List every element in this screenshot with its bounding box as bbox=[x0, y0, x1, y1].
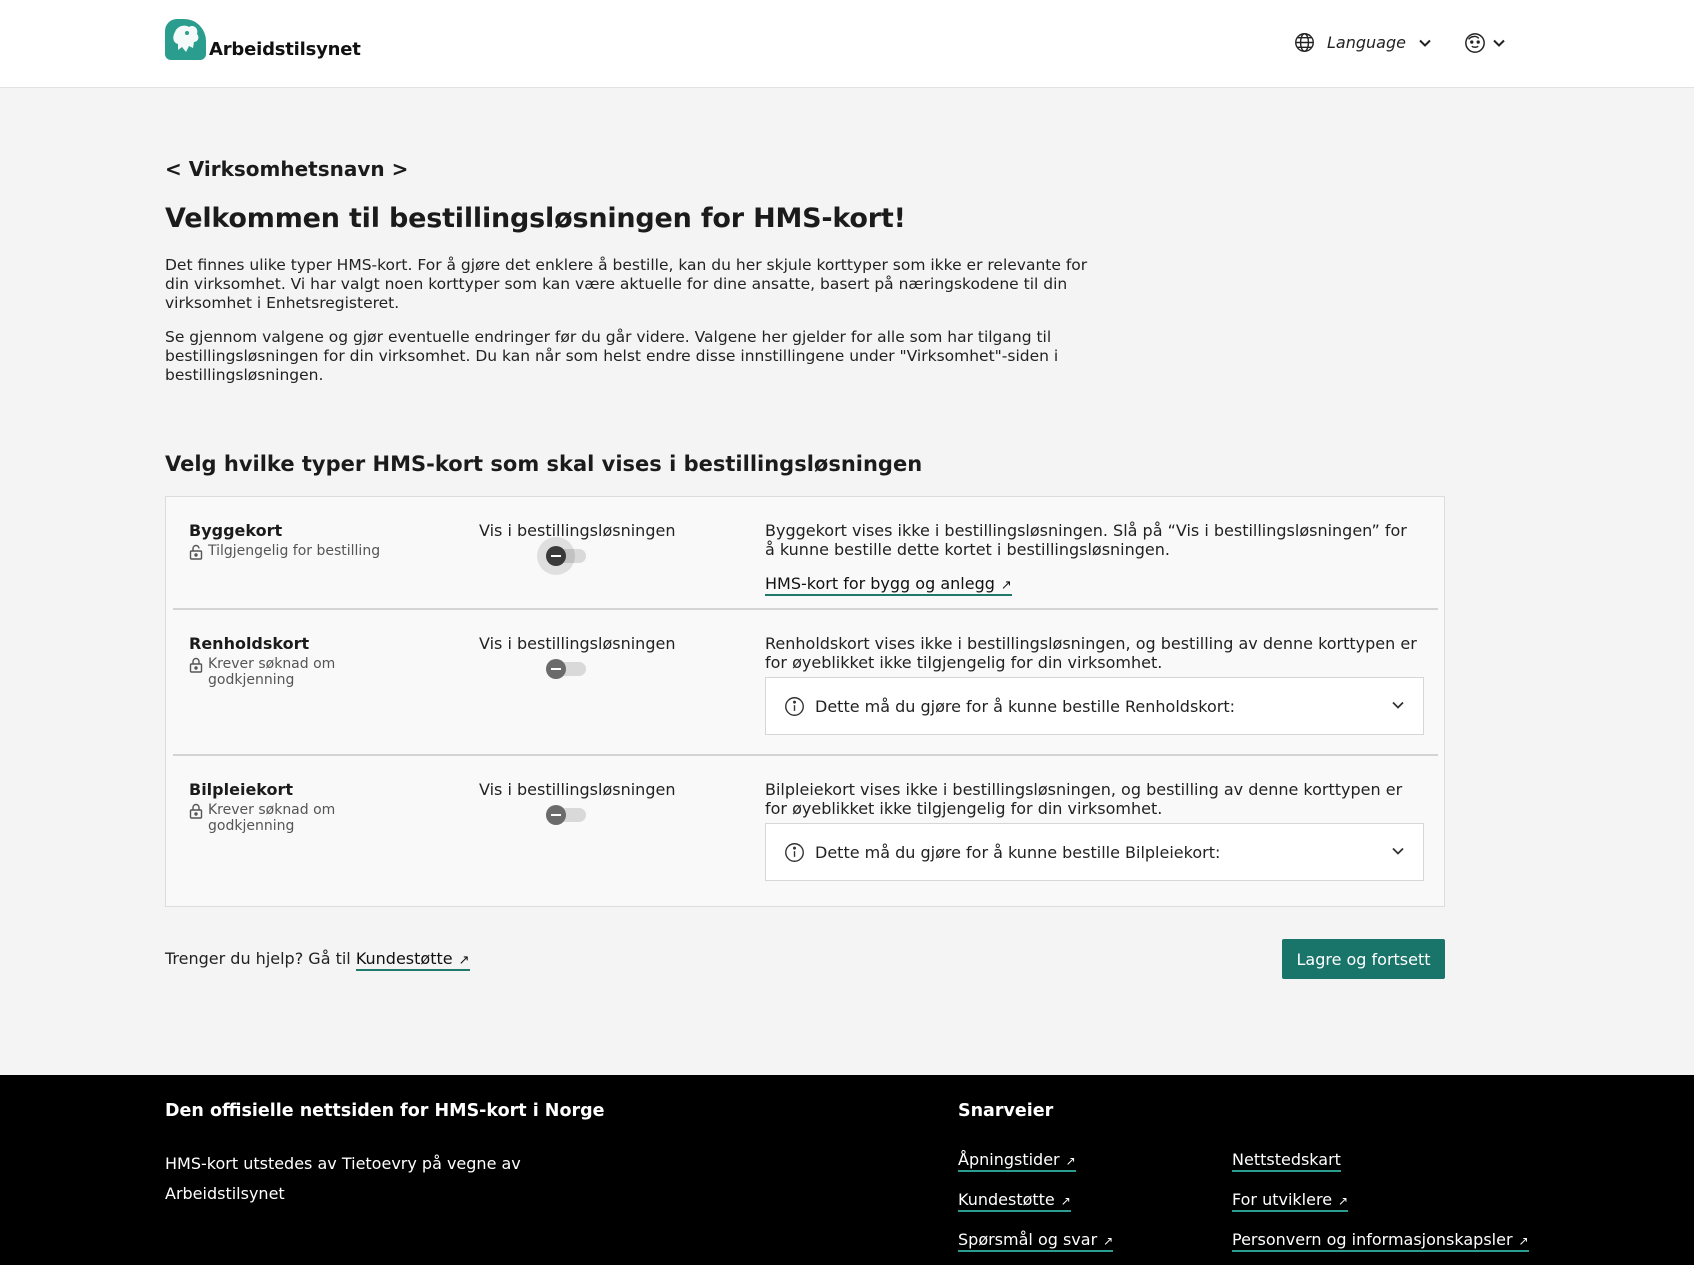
link-text: Kundestøtte bbox=[958, 1190, 1055, 1209]
card-type-list bbox=[165, 496, 1445, 907]
visibility-toggle-byggekort[interactable] bbox=[548, 549, 586, 563]
card-description: Bilpleiekort vises ikke i bestillingsløsningen, og bestilling av denne korttypen er for øyeblikket ikke tilgjengelig for din virksomhet. bbox=[765, 780, 1403, 818]
card-status bbox=[189, 802, 348, 834]
footer-title: Den offisielle nettsiden for HMS-kort i Norge bbox=[165, 1101, 605, 1121]
info-icon bbox=[784, 696, 805, 717]
card-status-text: Krever søknad om godkjenning bbox=[208, 802, 336, 834]
footer-link-for-utviklere[interactable] bbox=[1232, 1190, 1348, 1212]
footer-link-sporsmal-og-svar[interactable] bbox=[958, 1230, 1113, 1252]
card-description: Byggekort vises ikke i bestillingsløsningen. Slå på “Vis i bestillingsløsningen” for å kunne bestille dette kortet i bestillingsløsningen. bbox=[765, 521, 1407, 559]
logo-text: Arbeidstilsynet bbox=[209, 39, 361, 60]
card-row-renholdskort bbox=[173, 610, 1438, 756]
footer-text: HMS-kort utstedes av Tietoevry på vegne av Arbeidstilsynet bbox=[165, 1154, 521, 1203]
link-text: Spørsmål og svar bbox=[958, 1230, 1098, 1249]
toggle-label: Vis i bestillingsløsningen bbox=[479, 780, 676, 799]
external-link-icon: ↗ bbox=[1060, 1194, 1071, 1208]
help-prefix: Trenger du hjelp? Gå til bbox=[165, 949, 356, 968]
language-selector[interactable] bbox=[1294, 32, 1432, 53]
link-text: Nettstedskart bbox=[1232, 1150, 1341, 1169]
unlock-icon bbox=[189, 544, 203, 560]
card-description: Renholdskort vises ikke i bestillingsløsningen, og bestilling av denne korttypen er for øyeblikket ikke tilgjengelig for din virksomhet. bbox=[765, 634, 1417, 672]
chevron-down-icon bbox=[1492, 36, 1506, 50]
lock-icon bbox=[189, 657, 203, 673]
chevron-down-icon bbox=[1391, 698, 1405, 712]
card-row-byggekort bbox=[173, 497, 1438, 610]
hms-kort-bygg-link[interactable] bbox=[765, 574, 1012, 596]
external-link-icon: ↗ bbox=[458, 953, 470, 968]
kundestotte-link[interactable] bbox=[356, 949, 470, 971]
link-text: For utviklere bbox=[1232, 1190, 1333, 1209]
company-name: < Virksomhetsnavn > bbox=[165, 157, 409, 181]
intro-text bbox=[165, 256, 1115, 400]
external-link-icon: ↗ bbox=[1518, 1234, 1529, 1248]
card-status-text: Krever søknad om godkjenning bbox=[208, 656, 336, 688]
save-and-continue-button[interactable]: Lagre og fortsett bbox=[1282, 939, 1445, 979]
accordion-label: Dette må du gjøre for å kunne bestille Bilpleiekort: bbox=[815, 842, 1221, 862]
card-status bbox=[189, 656, 348, 688]
toggle-knob bbox=[546, 659, 566, 679]
footer-link-nettstedskart[interactable] bbox=[1232, 1150, 1341, 1172]
intro-paragraph-1: Det finnes ulike typer HMS-kort. For å gjøre det enklere å bestille, kan du her skjule korttyper som ikke er relevante for din virksomhet. Vi har valgt noen korttyper som kan være aktuelle for dine ansatte, basert på næringskodene til din virksomhet i Enhetsregisteret. bbox=[165, 256, 1088, 312]
accordion-label: Dette må du gjøre for å kunne bestille Renholdskort: bbox=[815, 696, 1235, 716]
help-text bbox=[165, 949, 470, 968]
visibility-toggle-bilpleiekort[interactable] bbox=[548, 808, 586, 822]
footer-link-personvern[interactable] bbox=[1232, 1230, 1529, 1252]
logo-lion-icon bbox=[165, 19, 206, 60]
user-face-icon bbox=[1464, 32, 1486, 54]
link-text: Kundestøtte bbox=[355, 949, 453, 968]
footer-link-apningstider[interactable] bbox=[958, 1150, 1076, 1172]
toggle-label: Vis i bestillingsløsningen bbox=[479, 521, 676, 540]
card-name: Renholdskort bbox=[189, 634, 310, 653]
info-icon bbox=[784, 842, 805, 863]
external-link-icon: ↗ bbox=[1065, 1154, 1076, 1168]
link-text: HMS-kort for bygg og anlegg bbox=[765, 574, 995, 593]
footer-link-kundestotte[interactable] bbox=[958, 1190, 1071, 1212]
chevron-down-icon bbox=[1418, 36, 1432, 50]
shortcuts-title: Snarveier bbox=[958, 1101, 1054, 1121]
external-link-icon: ↗ bbox=[1103, 1234, 1114, 1248]
card-name: Bilpleiekort bbox=[189, 780, 294, 799]
external-link-icon: ↗ bbox=[1000, 578, 1012, 593]
site-header bbox=[0, 0, 1694, 88]
intro-paragraph-2: Se gjennom valgene og gjør eventuelle endringer før du går videre. Valgene her gjelder for alle som har tilgang til bestillingsløsningen for din virksomhet. Du kan når som helst endre disse innstillingene under "Virksomhet"-siden i bestillingsløsningen. bbox=[165, 328, 1059, 384]
card-row-bilpleiekort bbox=[173, 756, 1438, 906]
toggle-knob bbox=[546, 546, 566, 566]
toggle-label: Vis i bestillingsløsningen bbox=[479, 634, 676, 653]
site-footer bbox=[0, 1075, 1694, 1265]
user-menu[interactable] bbox=[1464, 32, 1506, 54]
lock-icon bbox=[189, 803, 203, 819]
external-link-icon: ↗ bbox=[1338, 1194, 1349, 1208]
card-name: Byggekort bbox=[189, 521, 283, 540]
link-text: Personvern og informasjonskapsler bbox=[1232, 1230, 1513, 1249]
requirements-accordion-bilpleiekort[interactable] bbox=[765, 823, 1424, 881]
card-status-text: Tilgjengelig for bestilling bbox=[208, 543, 381, 559]
card-status bbox=[189, 543, 408, 560]
visibility-toggle-renholdskort[interactable] bbox=[548, 662, 586, 676]
requirements-accordion-renholdskort[interactable] bbox=[765, 677, 1424, 735]
chevron-down-icon bbox=[1391, 844, 1405, 858]
page-title: Velkommen til bestillingsløsningen for HMS-kort! bbox=[165, 203, 906, 234]
logo[interactable] bbox=[165, 19, 361, 60]
link-text: Åpningstider bbox=[958, 1150, 1060, 1169]
globe-icon bbox=[1294, 32, 1315, 53]
section-title: Velg hvilke typer HMS-kort som skal vises i bestillingsløsningen bbox=[165, 452, 923, 476]
toggle-knob bbox=[546, 805, 566, 825]
language-label: Language bbox=[1327, 33, 1406, 52]
